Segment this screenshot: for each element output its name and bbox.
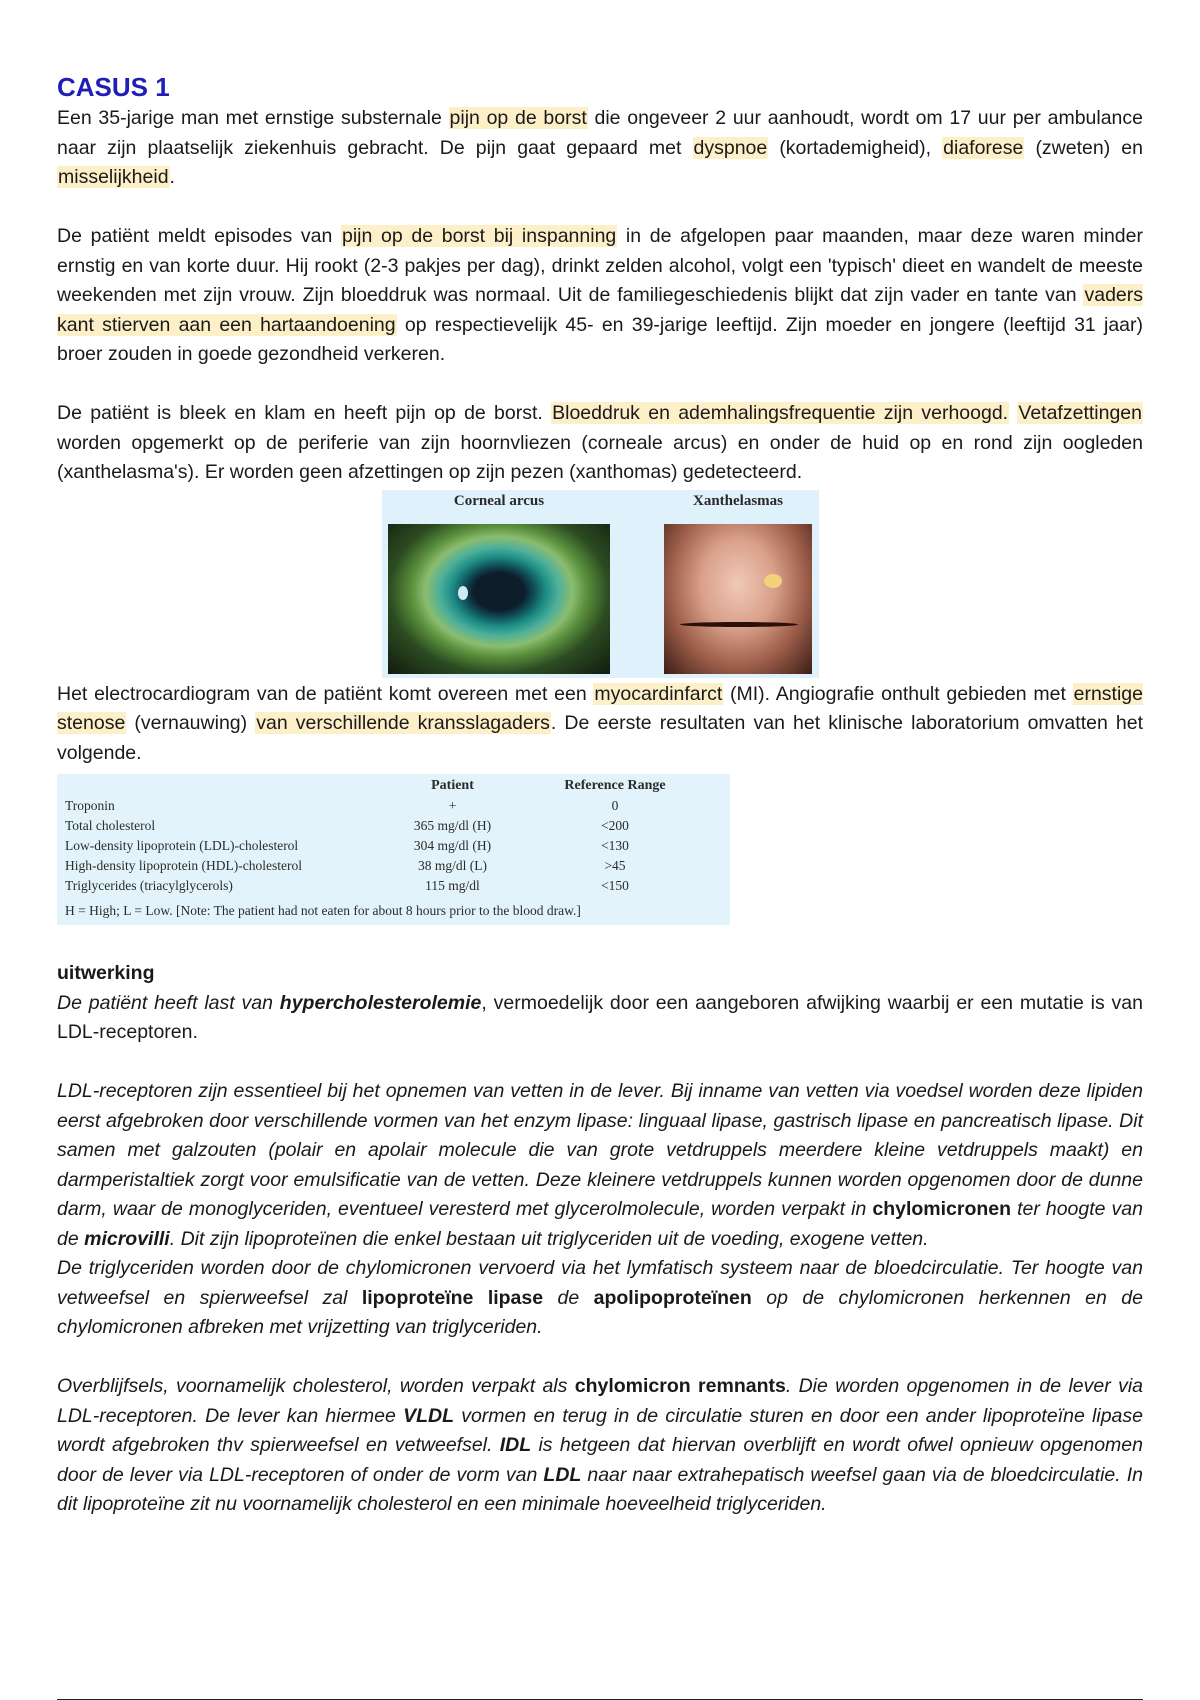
clinical-figure: [382, 490, 819, 678]
table-row: [65, 796, 720, 816]
highlight-dyspnoe: dyspnoe: [693, 136, 768, 159]
lab-table-note: H = High; L = Low. [Note: The patient had not eaten for about 8 hours prior to the blood draw.]: [65, 903, 581, 918]
highlight-family-history: vaders kant stierven aan een hartaandoening: [57, 284, 1143, 336]
patient-value: 115 mg/dl: [425, 878, 480, 893]
highlight-exertion-pain: pijn op de borst bij inspanning: [342, 225, 617, 247]
highlight-myocardinfarct: myocardinfarct: [594, 682, 723, 705]
section-gap: [57, 925, 1143, 959]
highlight-vitals: Bloeddruk en ademhalingsfrequentie zijn verhoogd.: [552, 402, 1009, 424]
bold-term: apolipoproteïnen: [593, 1286, 752, 1309]
corneal-arcus-caption: Corneal arcus: [453, 492, 545, 509]
lab-header-reference: Reference Range: [564, 778, 666, 793]
paragraph-gap: [57, 1048, 1143, 1078]
highlight-stenose: ernstige stenose: [57, 682, 1143, 734]
table-row: [65, 876, 720, 896]
text-run: op de chylomicronen herkennen en de chylomicronen afbreken met vrijzetting van triglyceriden.: [57, 1286, 1143, 1338]
highlight-chest-pain: pijn op de borst: [449, 107, 587, 129]
uitwerking-paragraph-1: [57, 989, 1143, 1048]
text-run: . Dit zijn lipoproteïnen die enkel bestaan uit triglyceriden uit de voeding, exogene vetten.: [169, 1227, 929, 1250]
bold-term: microvilli: [84, 1227, 170, 1250]
text-run: de: [543, 1286, 594, 1309]
paragraph-gap: [57, 1343, 1143, 1373]
text-run: worden opgemerkt op de periferie van zijn hoornvliezen (corneale arcus) en onder de huid op en rond zijn oogleden (xanthelasma's). Er worden geen afzettingen op zijn pezen (xanthomas) gedetecteerd.: [57, 431, 1143, 483]
reference-range: >45: [604, 858, 626, 873]
bold-term: IDL: [499, 1434, 532, 1456]
test-name: High-density lipoprotein (HDL)-cholesterol: [65, 858, 302, 873]
table-row: [65, 856, 720, 876]
xanthelasma-deposit: [764, 574, 782, 588]
text-run: .: [169, 166, 175, 188]
eyelid-line: [680, 622, 798, 627]
xanthelasmas-photo: [664, 524, 812, 674]
reference-range: <200: [601, 818, 629, 833]
eye-glint: [458, 586, 468, 600]
reference-range: <130: [601, 838, 629, 853]
lab-table: [65, 776, 720, 896]
bold-term: chylomicronen: [872, 1198, 1012, 1220]
patient-value: +: [448, 798, 457, 813]
bold-term: LDL: [543, 1463, 582, 1486]
patient-value: 365 mg/dl (H): [413, 818, 492, 833]
text-run: is hetgeen dat hiervan overblijft en wordt ofwel opnieuw opgenomen door de lever via LDL-receptoren of onder de vorm van: [57, 1434, 1143, 1486]
ecg-paragraph: [57, 680, 1143, 769]
highlight-misselijkheid: misselijkheid: [58, 166, 169, 188]
text-run: . Die worden opgenomen in de lever via LDL-receptoren. De lever kan hiermee: [57, 1375, 1144, 1427]
bold-term: VLDL: [403, 1404, 454, 1427]
uitwerking-paragraph-4: [57, 1372, 1143, 1520]
corneal-arcus-photo: [388, 524, 610, 674]
table-row: [65, 816, 720, 836]
text-run: De triglyceriden worden door de chylomicronen vervoerd via het lymfatisch systeem naar de bloedcirculatie. Ter hoogte van vetweefsel en spierweefsel zal: [57, 1257, 1143, 1309]
text-run: De patiënt heeft last van: [57, 991, 280, 1014]
table-row: [65, 836, 720, 856]
paragraph-gap: [57, 193, 1143, 223]
text-run: (zweten) en: [1024, 136, 1143, 159]
text-run: Een 35-jarige man met ernstige substernale: [57, 107, 449, 129]
text-run: vormen en terug in de circulatie sturen en door een ander lipoproteïne lipase wordt afgebroken thv spierweefsel en vetweefsel.: [57, 1404, 1143, 1456]
text-run: , vermoedelijk door een aangeboren afwijking waarbij er een mutatie is van LDL-receptoren.: [57, 991, 1143, 1043]
text-run: De patiënt is bleek en klam en heeft pijn op de borst.: [57, 402, 552, 424]
text-run: De patiënt meldt episodes van: [57, 225, 341, 247]
text-run: LDL-receptoren zijn essentieel bij het opnemen van vetten in de lever. Bij inname van vetten via voedsel worden deze lipiden eerst afgebroken door verschillende vormen van het enzym lipase: linguaal lipase, gastrisch lipase en pancreatisch lipase. Dit samen met galzouten (polair en apolair molecule die van grote vetdruppels meerdere kleine vetdruppels maakt) en darmperistaltiek zorgt voor emulsificatie van de vetten. Deze kleinere vetdruppels kunnen worden opgenomen door de dunne darm, waar de monoglyceriden, eventueel veresterd met glycerolmolecule, worden verpakt in: [57, 1080, 1143, 1220]
lab-header-row: [65, 776, 720, 796]
test-name: Triglycerides (triacylglycerols): [65, 878, 233, 893]
text-run: naar naar extrahepatisch weefsel gaan via de bloedcirculatie. In dit lipoproteïne zit nu voornamelijk cholesterol en een minimale hoeveelheid triglyceriden.: [57, 1463, 1144, 1515]
xanthelasmas-caption: Xanthelasmas: [692, 492, 783, 509]
reference-range: <150: [601, 878, 629, 893]
intro-paragraph-3: [57, 399, 1143, 488]
text-run: Het electrocardiogram van de patiënt komt overeen met een: [57, 682, 594, 705]
highlight-vetafzettingen: Vetafzettingen: [1018, 402, 1142, 424]
patient-value: 304 mg/dl (H): [413, 838, 492, 853]
case-title: CASUS 1: [57, 72, 170, 102]
highlight-kransslagaders: van verschillende kransslagaders: [256, 712, 550, 734]
test-name: Total cholesterol: [65, 818, 156, 833]
lab-header-patient: Patient: [431, 778, 474, 793]
bold-term: hypercholesterolemie: [279, 991, 482, 1014]
uitwerking-heading: uitwerking: [57, 962, 155, 984]
test-name: Low-density lipoprotein (LDL)-cholesterol: [65, 838, 299, 853]
text-run: (kortademigheid),: [768, 136, 943, 159]
bold-term: chylomicron remnants: [574, 1375, 786, 1397]
lab-header-test: [65, 776, 395, 796]
text-run: in de afgelopen paar maanden, maar deze waren minder ernstig en van korte duur. Hij rookt (2-3 pakjes per dag), drinkt zelden alcohol, volgt een 'typisch' dieet en wandelt de meeste weekenden met zijn vrouw. Zijn bloeddruk was normaal. Uit de familiegeschiedenis blijkt dat zijn vader en tante van: [57, 225, 1143, 306]
text-run: Overblijfsels, voornamelijk cholesterol, worden verpakt als: [57, 1375, 575, 1397]
paragraph-gap: [57, 370, 1143, 400]
text-run: op respectievelijk 45- en 39-jarige leeftijd. Zijn moeder en jongere (leeftijd 31 jaar) broer zouden in goede gezondheid verkeren.: [57, 313, 1143, 365]
text-run: ter hoogte van de: [57, 1198, 1143, 1250]
uitwerking-paragraph-2: [57, 1077, 1143, 1254]
lab-results-table: [57, 774, 730, 925]
intro-paragraph-2: [57, 222, 1143, 370]
reference-range: 0: [611, 798, 619, 813]
uitwerking-paragraph-3: [57, 1254, 1143, 1343]
text-run: . De eerste resultaten van het klinische laboratorium omvatten het volgende.: [57, 712, 1143, 764]
highlight-diaforese: diaforese: [943, 136, 1024, 159]
text-run: (vernauwing): [126, 712, 256, 734]
bold-term: lipoproteïne lipase: [361, 1286, 544, 1309]
patient-value: 38 mg/dl (L): [418, 858, 487, 873]
document-content: [57, 70, 1143, 1520]
intro-paragraph-1: [57, 104, 1143, 193]
text-run: die ongeveer 2 uur aanhoudt, wordt om 17 uur per ambulance naar zijn plaatselijk ziekenhuis gebracht. De pijn gaat gepaard met: [57, 107, 1144, 159]
text-run: (MI). Angiografie onthult gebieden met: [723, 682, 1073, 705]
test-name: Troponin: [65, 798, 115, 813]
